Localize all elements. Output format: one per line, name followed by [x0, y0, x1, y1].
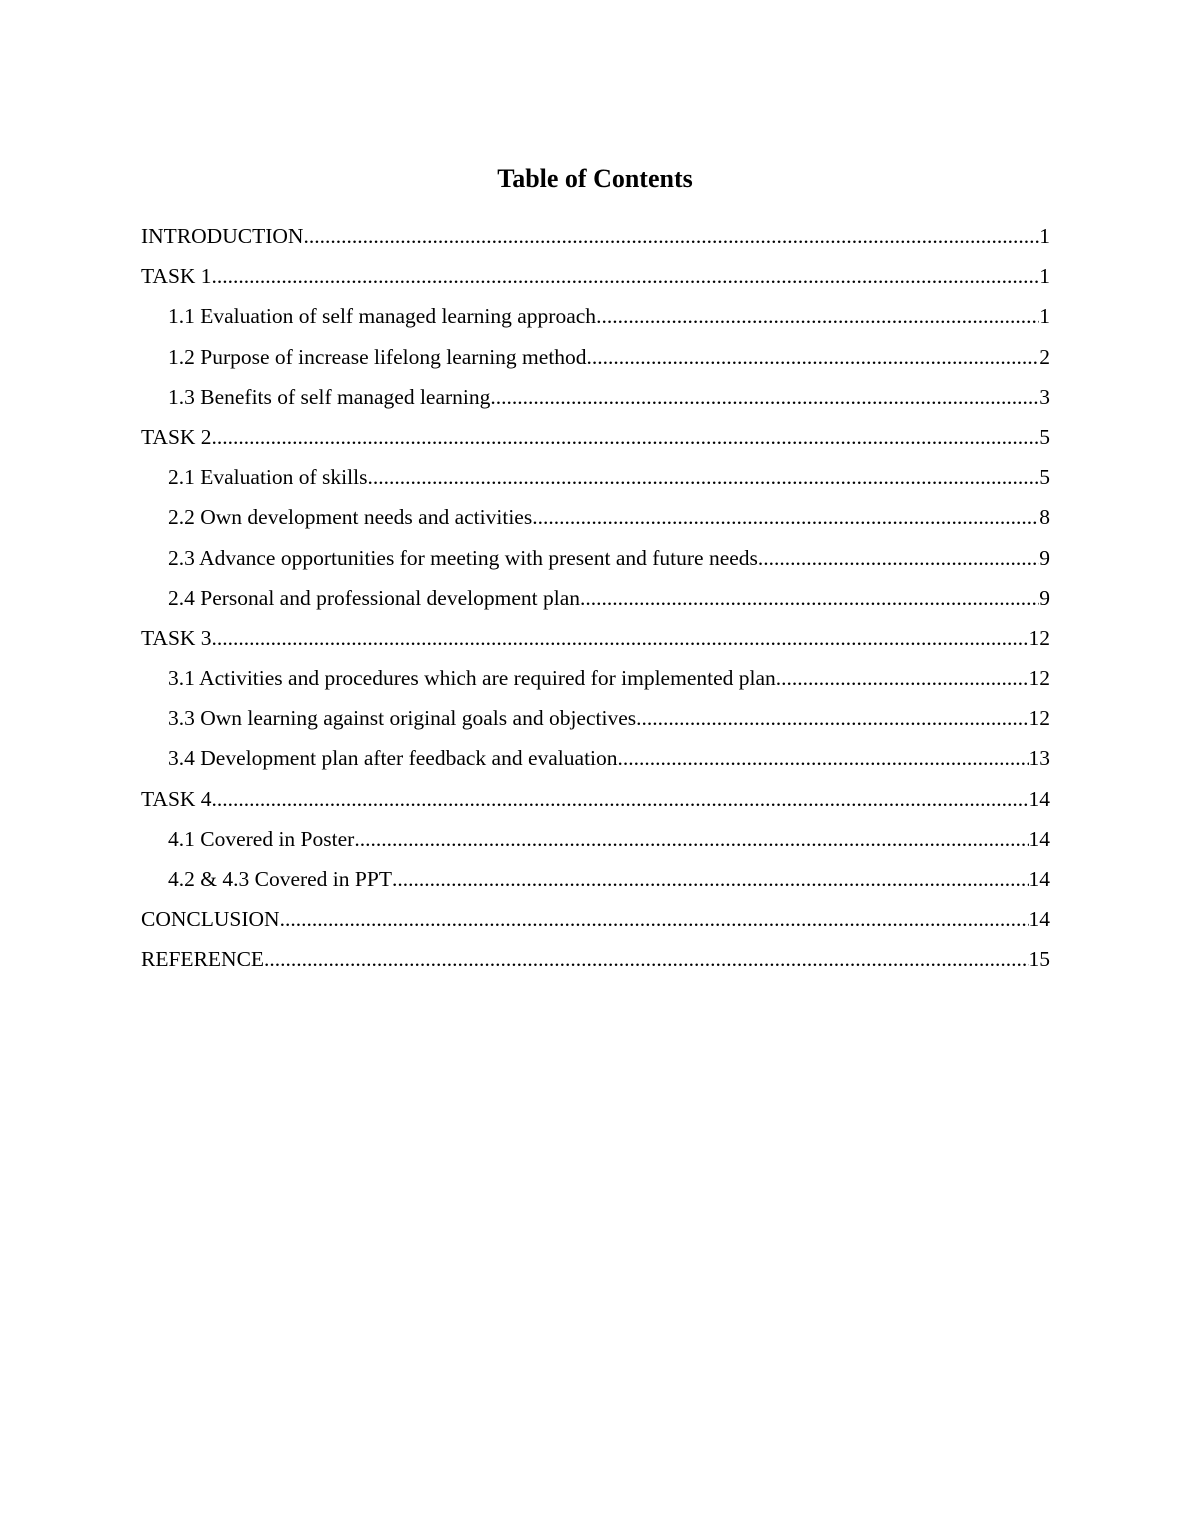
- toc-entry-label: INTRODUCTION: [141, 224, 304, 248]
- toc-entry[interactable]: [141, 420, 1050, 460]
- toc-entry-label: 4.1 Covered in Poster: [168, 826, 355, 851]
- toc-entry-page-number: 14: [1028, 826, 1050, 851]
- toc-entry-page-number: 12: [1028, 706, 1050, 731]
- toc-entry[interactable]: [141, 259, 1050, 299]
- toc-dot-leader: [280, 902, 1029, 936]
- toc-entry-page-number: 13: [1028, 746, 1050, 771]
- toc-entry[interactable]: [141, 701, 1050, 741]
- toc-dot-leader: [303, 219, 1039, 253]
- toc-entry-page-number: 12: [1028, 625, 1050, 650]
- toc-entry[interactable]: [141, 862, 1050, 902]
- toc-dot-leader: [776, 661, 1029, 695]
- toc-dot-leader: [392, 862, 1029, 896]
- toc-entry[interactable]: [141, 380, 1050, 420]
- toc-entry-page-number: 1: [1039, 304, 1050, 329]
- toc-list: [141, 219, 1050, 983]
- toc-entry[interactable]: [141, 621, 1050, 661]
- toc-entry[interactable]: [141, 340, 1050, 380]
- toc-entry-label: 4.2 & 4.3 Covered in PPT: [168, 867, 392, 891]
- toc-dot-leader: [490, 380, 1039, 414]
- toc-dot-leader: [367, 460, 1039, 494]
- toc-entry-label: TASK 3: [141, 625, 212, 650]
- toc-entry[interactable]: [141, 741, 1050, 781]
- toc-dot-leader: [596, 299, 1039, 333]
- toc-dot-leader: [264, 942, 1028, 976]
- toc-dot-leader: [212, 621, 1029, 655]
- toc-dot-leader: [580, 581, 1039, 615]
- toc-entry[interactable]: [141, 581, 1050, 621]
- toc-entry-page-number: 9: [1039, 545, 1050, 570]
- toc-dot-leader: [587, 340, 1040, 374]
- toc-entry-page-number: 14: [1028, 867, 1050, 891]
- toc-entry-label: TASK 4: [141, 786, 212, 811]
- toc-entry[interactable]: [141, 541, 1050, 581]
- toc-dot-leader: [758, 541, 1039, 575]
- toc-entry-page-number: 5: [1039, 424, 1050, 449]
- toc-entry-label: CONCLUSION: [141, 907, 280, 932]
- toc-entry[interactable]: [141, 500, 1050, 540]
- toc-entry-page-number: 8: [1039, 505, 1050, 530]
- toc-entry-label: 1.3 Benefits of self managed learning: [168, 384, 491, 409]
- toc-entry[interactable]: [141, 299, 1050, 339]
- toc-entry-page-number: 1: [1039, 224, 1050, 248]
- toc-title: Table of Contents: [497, 164, 693, 193]
- toc-entry-label: REFERENCE: [141, 947, 265, 972]
- toc-entry-label: 1.1 Evaluation of self managed learning approach: [168, 304, 597, 329]
- toc-dot-leader: [212, 420, 1040, 454]
- toc-entry-label: 1.2 Purpose of increase lifelong learning method: [168, 344, 587, 369]
- toc-entry[interactable]: [141, 661, 1050, 701]
- toc-dot-leader: [212, 782, 1029, 816]
- toc-dot-leader: [618, 741, 1029, 775]
- toc-entry-label: 3.1 Activities and procedures which are required for implemented plan: [168, 666, 776, 691]
- toc-entry-page-number: 14: [1028, 786, 1050, 811]
- toc-entry-label: 2.4 Personal and professional development plan: [168, 585, 580, 610]
- toc-entry-label: 3.3 Own learning against original goals and objectives: [168, 706, 637, 731]
- toc-entry-label: 2.2 Own development needs and activities: [168, 505, 533, 530]
- toc-entry-page-number: 5: [1039, 465, 1050, 490]
- toc-entry[interactable]: [141, 942, 1050, 982]
- toc-entry-label: 2.1 Evaluation of skills: [168, 465, 368, 490]
- toc-entry-page-number: 14: [1028, 907, 1050, 932]
- toc-entry-page-number: 15: [1028, 947, 1050, 972]
- toc-entry-page-number: 12: [1028, 666, 1050, 691]
- toc-entry-page-number: 3: [1039, 384, 1050, 409]
- toc-dot-leader: [636, 701, 1028, 735]
- toc-entry[interactable]: [141, 902, 1050, 942]
- toc-entry[interactable]: [141, 460, 1050, 500]
- toc-entry[interactable]: [141, 219, 1050, 259]
- toc-entry-label: TASK 1: [141, 264, 212, 289]
- toc-dot-leader: [212, 259, 1040, 293]
- toc-entry-page-number: 2: [1039, 344, 1050, 369]
- toc-entry[interactable]: [141, 782, 1050, 822]
- toc-entry-page-number: 1: [1039, 264, 1050, 289]
- toc-entry-label: TASK 2: [141, 424, 212, 449]
- toc-entry[interactable]: [141, 822, 1050, 862]
- toc-entry-label: 2.3 Advance opportunities for meeting with present and future needs: [168, 545, 758, 570]
- toc-dot-leader: [354, 822, 1028, 856]
- toc-entry-page-number: 9: [1039, 585, 1050, 610]
- toc-entry-label: 3.4 Development plan after feedback and evaluation: [168, 746, 618, 771]
- toc-dot-leader: [532, 500, 1039, 534]
